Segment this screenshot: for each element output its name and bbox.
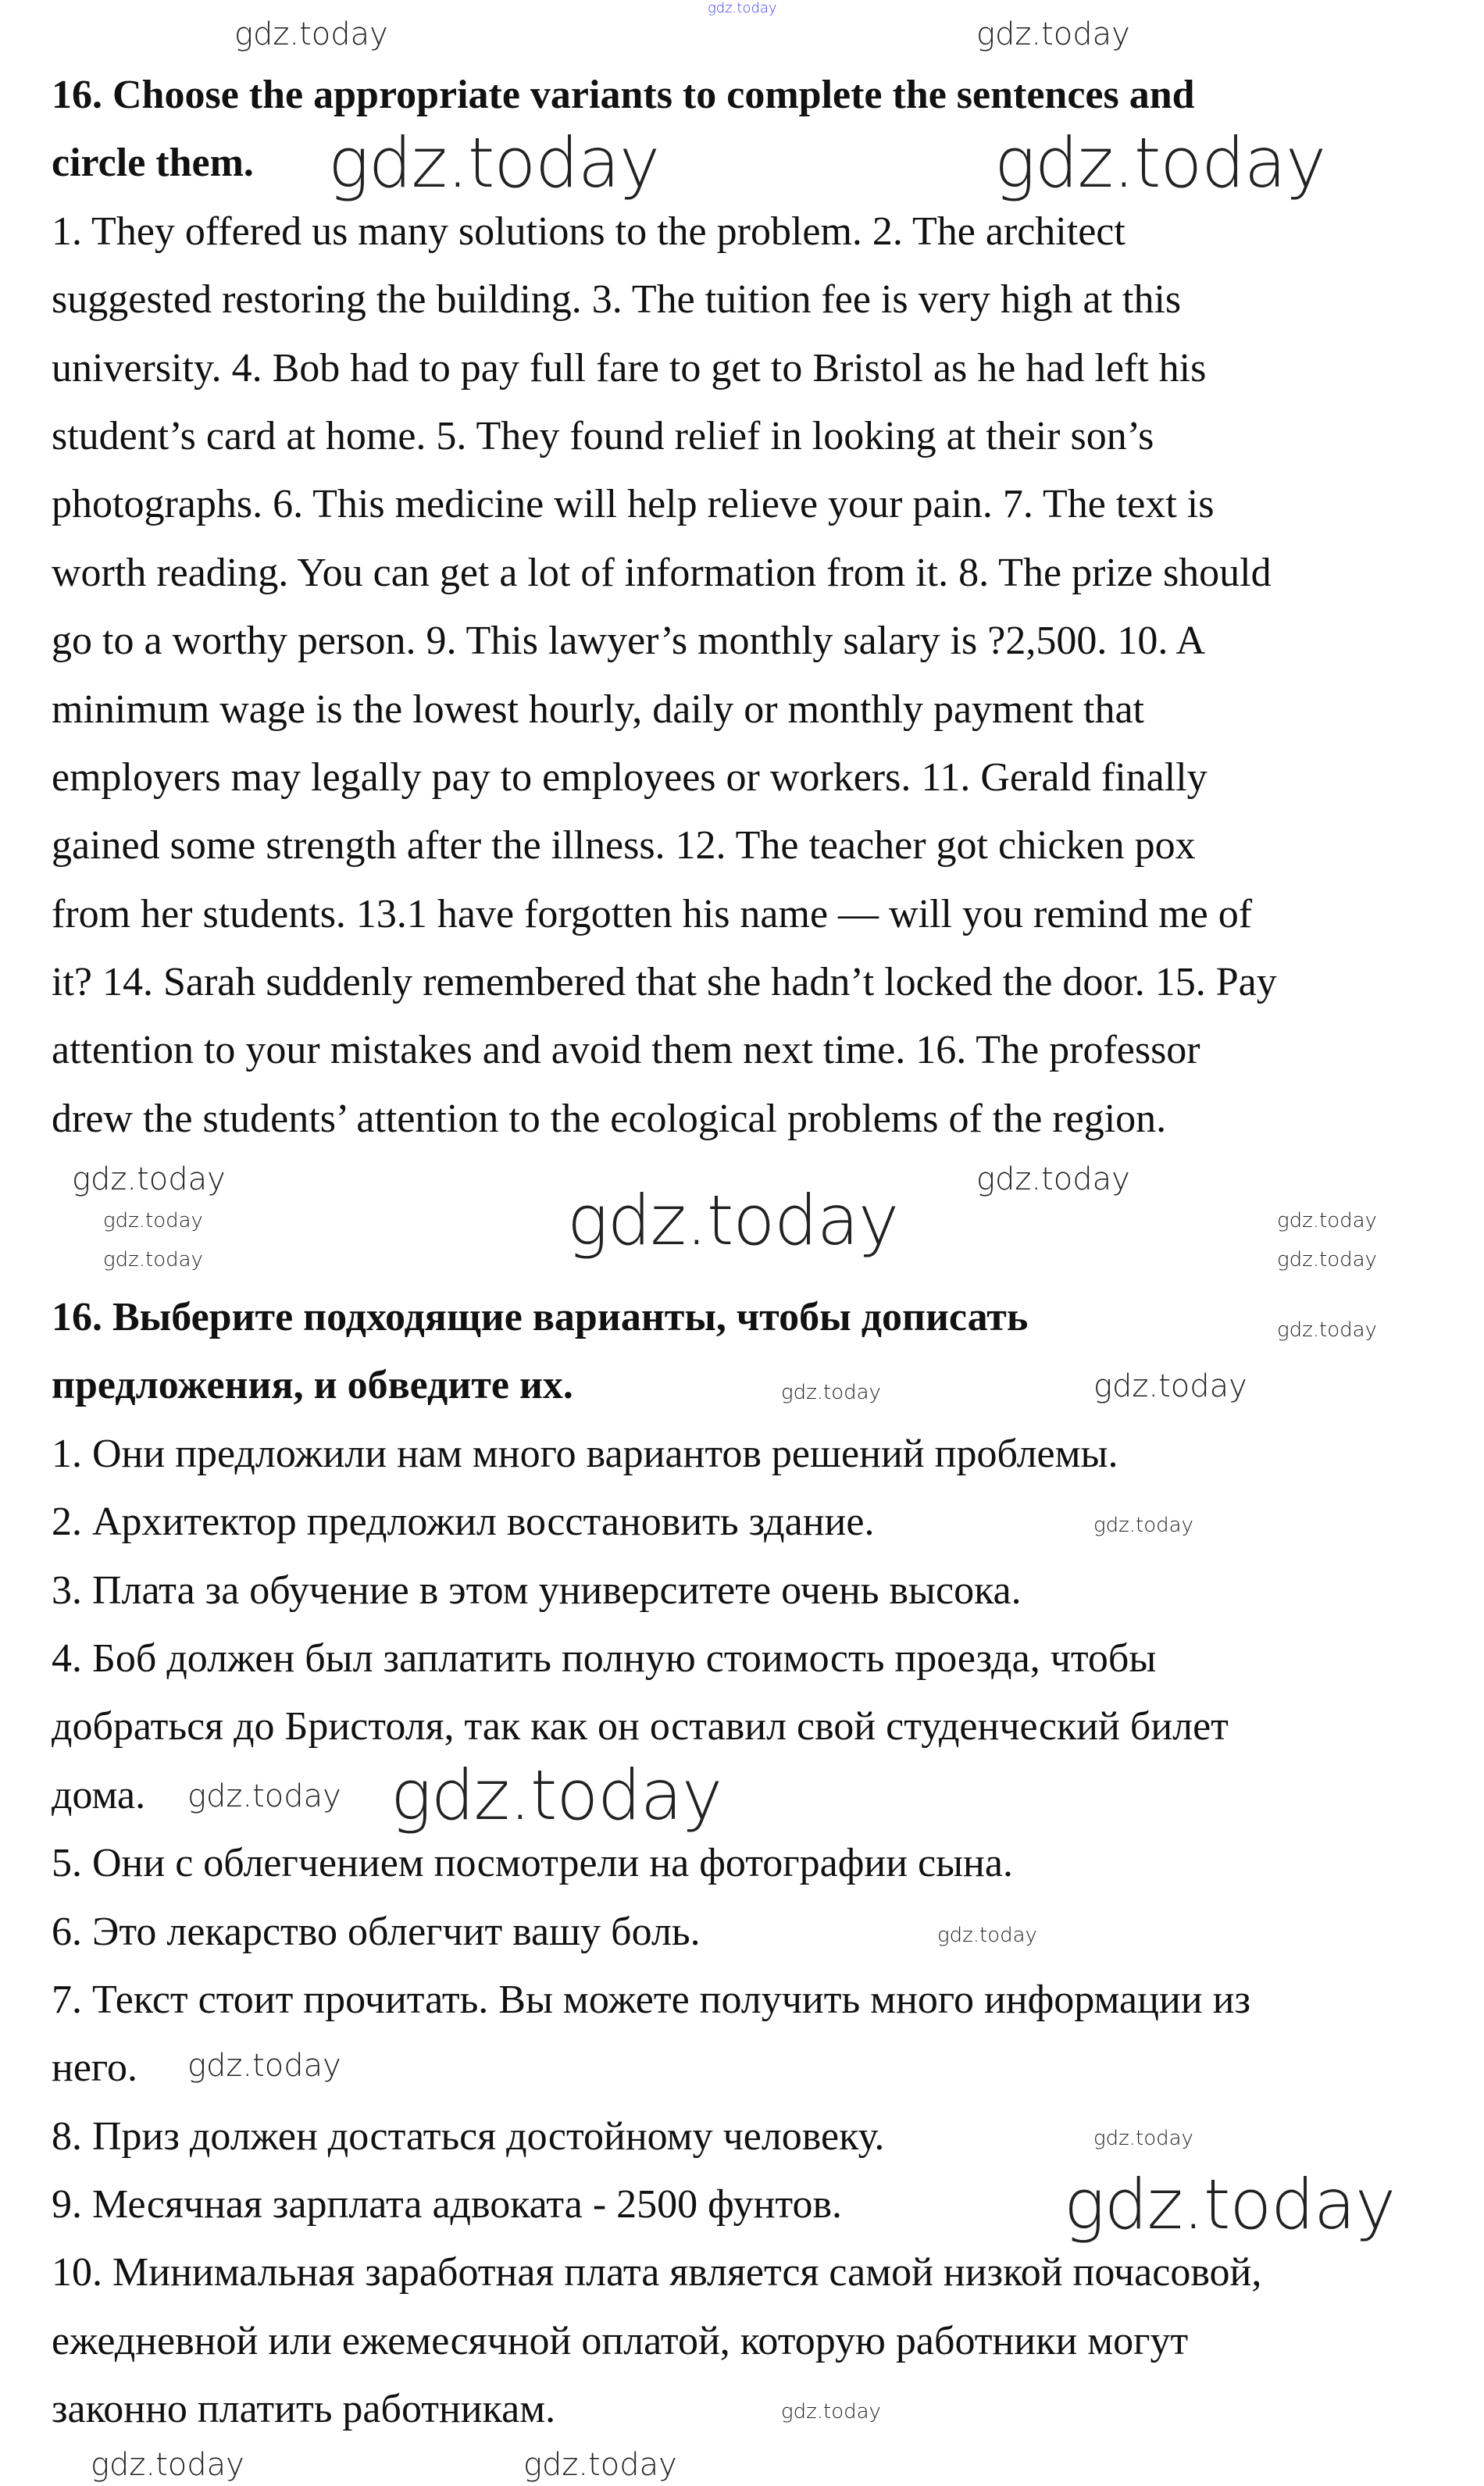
english-exercise	[52, 61, 1457, 1153]
watermark: gdz.today	[781, 1381, 881, 1404]
watermark: gdz.today	[103, 1248, 203, 1272]
translation-line: 5. Они с облегчением посмотрели на фотографии сына.	[52, 1841, 1013, 1886]
watermark: gdz.today	[91, 2447, 244, 2483]
exercise-heading: предложения, и обведите их.	[52, 1363, 573, 1408]
answer-line: from her students. 13.1 have forgotten his name — will you remind me of	[52, 891, 1253, 936]
watermark: gdz.today	[72, 1161, 226, 1197]
answer-line: worth reading. You can get a lot of information from it. 8. The prize should	[52, 550, 1272, 595]
watermark: gdz.today	[708, 0, 777, 16]
watermark: gdz.today	[234, 16, 388, 52]
exercise-heading: 16. Choose the appropriate variants to complete the sentences and	[52, 73, 1195, 117]
watermark: gdz.today	[523, 2447, 677, 2483]
answer-line: photographs. 6. This medicine will help relieve your pain. 7. The text is	[52, 482, 1215, 527]
answer-line: student’s card at home. 5. They found relief in looking at their son’s	[52, 413, 1154, 458]
translation-line: 7. Текст стоит прочитать. Вы можете получить много информации из	[52, 1977, 1250, 2022]
answer-line: gained some strength after the illness. 12. The teacher got chicken pox	[52, 823, 1196, 868]
answer-line: it? 14. Sarah suddenly remembered that she hadn’t locked the door. 15. Pay	[52, 960, 1277, 1005]
answer-line: suggested restoring the building. 3. The tuition fee is very high at this	[52, 277, 1182, 323]
watermark: gdz.today	[1064, 2164, 1396, 2245]
answer-line: 1. They offered us many solutions to the problem. 2. The architect	[52, 209, 1125, 254]
watermark: gdz.today	[976, 1161, 1130, 1197]
exercise-heading: circle them.	[52, 141, 254, 186]
translation-line: добраться до Бристоля, так как он оставил свой студенческий билет	[52, 1704, 1229, 1749]
translation-line: ежедневной или ежемесячной оплатой, которую работники могут	[52, 2318, 1189, 2363]
watermark: gdz.today	[187, 1778, 341, 1814]
answer-line: drew the students’ attention to the ecological problems of the region.	[52, 1096, 1167, 1141]
answer-line: go to a worthy person. 9. This lawyer’s monthly salary is ?2,500. 10. A	[52, 619, 1206, 664]
answer-line: minimum wage is the lowest hourly, daily or monthly payment that	[52, 687, 1144, 732]
translation-line: 2. Архитектор предложил восстановить здание.	[52, 1500, 875, 1545]
translation-line: 9. Месячная зарплата адвоката - 2500 фунтов.	[52, 2182, 842, 2227]
answer-line: attention to your mistakes and avoid them next time. 16. The professor	[52, 1028, 1200, 1073]
watermark: gdz.today	[994, 123, 1326, 203]
watermark: gdz.today	[1277, 1318, 1377, 1342]
watermark: gdz.today	[781, 2400, 881, 2424]
watermark: gdz.today	[187, 2048, 341, 2084]
watermark: gdz.today	[1277, 1209, 1377, 1232]
translation-line: 6. Это лекарство облегчит вашу боль.	[52, 1909, 701, 1954]
watermark: gdz.today	[1277, 1248, 1377, 1272]
exercise-heading: 16. Выберите подходящие варианты, чтобы дописать	[52, 1295, 1029, 1339]
watermark: gdz.today	[1093, 2127, 1193, 2150]
watermark: gdz.today	[328, 123, 660, 203]
watermark: gdz.today	[937, 1924, 1037, 1947]
russian-exercise	[52, 1283, 1457, 2444]
translation-line: законно платить работникам.	[52, 2387, 556, 2432]
watermark: gdz.today	[1093, 1514, 1193, 1537]
answer-line: employers may legally pay to employees or workers. 11. Gerald finally	[52, 754, 1208, 800]
watermark: gdz.today	[103, 1209, 203, 1232]
translation-line: 8. Приз должен достаться достойному человеку.	[52, 2113, 885, 2159]
translation-line: 3. Плата за обучение в этом университете очень высока.	[52, 1568, 1022, 1613]
translation-line: 10. Минимальная заработная плата является самой низкой почасовой,	[52, 2250, 1262, 2295]
watermark: gdz.today	[567, 1180, 899, 1261]
watermark: gdz.today	[1093, 1368, 1247, 1404]
translation-line: 4. Боб должен был заплатить полную стоимость проезда, чтобы	[52, 1635, 1157, 1681]
translation-line: дома.	[52, 1772, 146, 1817]
translation-line: 1. Они предложили нам много вариантов решений проблемы.	[52, 1431, 1118, 1476]
watermark: gdz.today	[976, 16, 1130, 52]
translation-line: него.	[52, 2046, 137, 2091]
watermark: gdz.today	[391, 1755, 722, 1835]
answer-line: university. 4. Bob had to pay full fare to get to Bristol as he had left his	[52, 345, 1207, 391]
